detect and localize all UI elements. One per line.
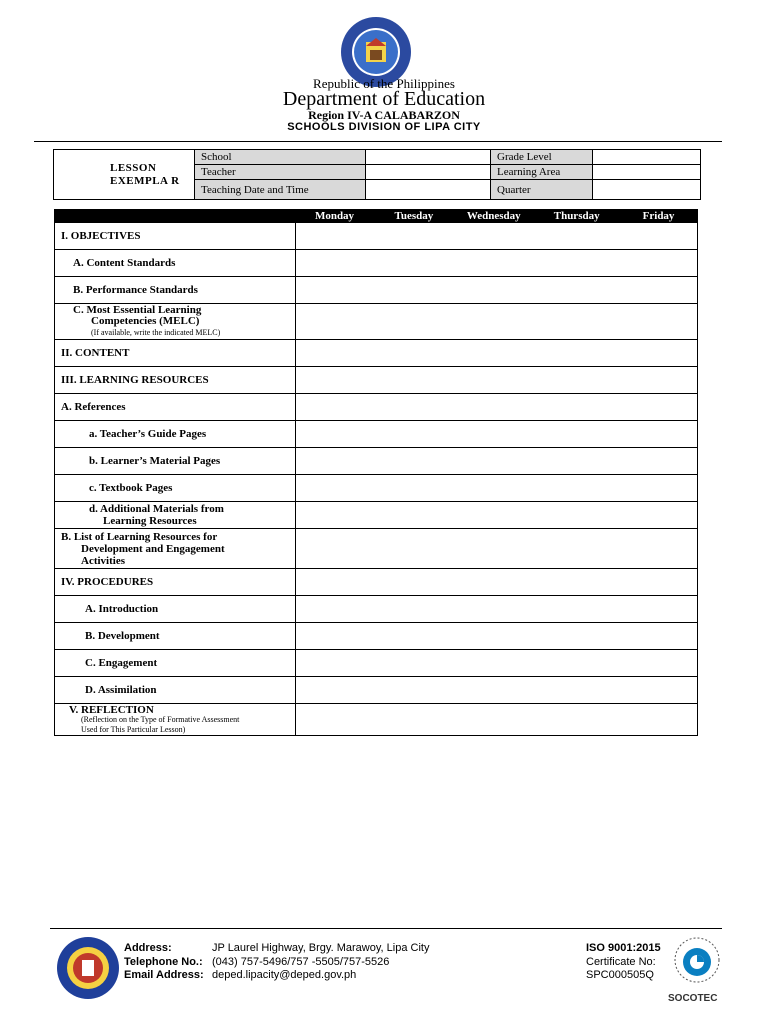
additional-line1: d. Additional Materials from — [89, 503, 224, 515]
melc-field[interactable] — [295, 304, 697, 340]
day-friday: Friday — [620, 210, 698, 223]
region-text: Region IV-A CALABARZON — [308, 108, 460, 122]
content-standards-field[interactable] — [295, 250, 697, 277]
row-procedures: IV. PROCEDURES — [55, 569, 296, 596]
teaching-date-label: Teaching Date and Time — [195, 180, 366, 200]
footer-contact — [124, 942, 429, 983]
reflection-note1: (Reflection on the Type of Formative Assessment — [81, 714, 240, 724]
socotec-certification-logo — [666, 930, 728, 996]
row-learners-material: b. Learner’s Material Pages — [55, 448, 296, 475]
reflection-field[interactable] — [295, 704, 697, 736]
row-textbook-pages: c. Textbook Pages — [55, 475, 296, 502]
row-melc — [55, 304, 296, 340]
school-field[interactable] — [366, 150, 491, 165]
phone-value: (043) 757-5496/757 -5505/757-5526 — [212, 955, 390, 968]
melc-line2: Competencies (MELC) — [91, 315, 200, 327]
teacher-label: Teacher — [195, 165, 366, 180]
quarter-field[interactable] — [593, 180, 701, 200]
row-reflection — [55, 704, 296, 736]
list-line3: Activities — [81, 554, 125, 567]
row-performance-standards: B. Performance Standards — [55, 277, 296, 304]
lesson-exemplar-label: LESSON EXEMPLA R — [54, 150, 195, 200]
engagement-field[interactable] — [295, 650, 697, 677]
list-line1: B. List of Learning Resources for — [61, 530, 218, 543]
list-line2: Development and Engagement — [81, 542, 225, 555]
iso-certification — [586, 942, 661, 983]
certificate-label: Certificate No: — [586, 955, 656, 968]
row-objectives: I. OBJECTIVES — [55, 223, 296, 250]
day-tuesday: Tuesday — [374, 210, 454, 223]
teachers-guide-field[interactable] — [295, 421, 697, 448]
textbook-pages-field[interactable] — [295, 475, 697, 502]
teaching-date-field[interactable] — [366, 180, 491, 200]
additional-line2: Learning Resources — [103, 515, 197, 527]
row-references: A. References — [55, 394, 296, 421]
objectives-field[interactable] — [295, 223, 697, 250]
phone-label: Telephone No.: — [124, 955, 203, 968]
quarter-label: Quarter — [491, 180, 593, 200]
row-development: B. Development — [55, 623, 296, 650]
content-field[interactable] — [295, 340, 697, 367]
row-introduction: A. Introduction — [55, 596, 296, 623]
additional-materials-field[interactable] — [295, 502, 697, 529]
socotec-label: SOCOTEC — [668, 993, 718, 1004]
iso-standard: ISO 9001:2015 — [586, 942, 661, 954]
row-engagement: C. Engagement — [55, 650, 296, 677]
email-label: Email Address: — [124, 969, 204, 981]
republic-text: Republic of the Philippines — [313, 76, 455, 91]
learning-resources-field[interactable] — [295, 367, 697, 394]
certificate-number: SPC000505Q — [586, 969, 654, 981]
address-value: JP Laurel Highway, Brgy. Marawoy, Lipa City — [212, 942, 430, 954]
learning-area-label: Learning Area — [491, 165, 593, 180]
assimilation-field[interactable] — [295, 677, 697, 704]
department-title: Department of Education — [282, 88, 486, 110]
learning-area-field[interactable] — [593, 165, 701, 180]
footer-divider — [50, 928, 722, 929]
address-label: Address: — [124, 942, 172, 954]
references-field[interactable] — [295, 394, 697, 421]
row-assimilation: D. Assimilation — [55, 677, 296, 704]
reflection-title: V. REFLECTION — [69, 703, 154, 716]
introduction-field[interactable] — [295, 596, 697, 623]
header-blank — [55, 210, 296, 223]
development-field[interactable] — [295, 623, 697, 650]
performance-standards-field[interactable] — [295, 277, 697, 304]
division-text: SCHOOLS DIVISION OF LIPA CITY — [287, 121, 481, 133]
procedures-field[interactable] — [295, 569, 697, 596]
row-additional-materials — [55, 502, 296, 529]
melc-line1: C. Most Essential Learning — [73, 304, 202, 316]
day-wednesday: Wednesday — [454, 210, 534, 223]
day-monday: Monday — [295, 210, 374, 223]
row-content: II. CONTENT — [55, 340, 296, 367]
division-seal-logo — [56, 936, 120, 1000]
list-of-resources-field[interactable] — [295, 529, 697, 569]
lesson-info-table — [53, 149, 701, 200]
reflection-note2: Used for This Particular Lesson) — [81, 724, 186, 734]
grade-level-field[interactable] — [593, 150, 701, 165]
row-teachers-guide: a. Teacher’s Guide Pages — [55, 421, 296, 448]
row-list-of-resources — [55, 529, 296, 569]
melc-note: (If available, write the indicated MELC) — [91, 328, 221, 337]
row-content-standards: A. Content Standards — [55, 250, 296, 277]
email-value: deped.lipacity@deped.gov.ph — [212, 969, 357, 981]
learners-material-field[interactable] — [295, 448, 697, 475]
header-divider — [34, 141, 722, 142]
grade-level-label: Grade Level — [491, 150, 593, 165]
row-learning-resources: III. LEARNING RESOURCES — [55, 367, 296, 394]
day-thursday: Thursday — [534, 210, 620, 223]
teacher-field[interactable] — [366, 165, 491, 180]
lesson-plan-table — [54, 209, 698, 736]
school-label: School — [195, 150, 366, 165]
